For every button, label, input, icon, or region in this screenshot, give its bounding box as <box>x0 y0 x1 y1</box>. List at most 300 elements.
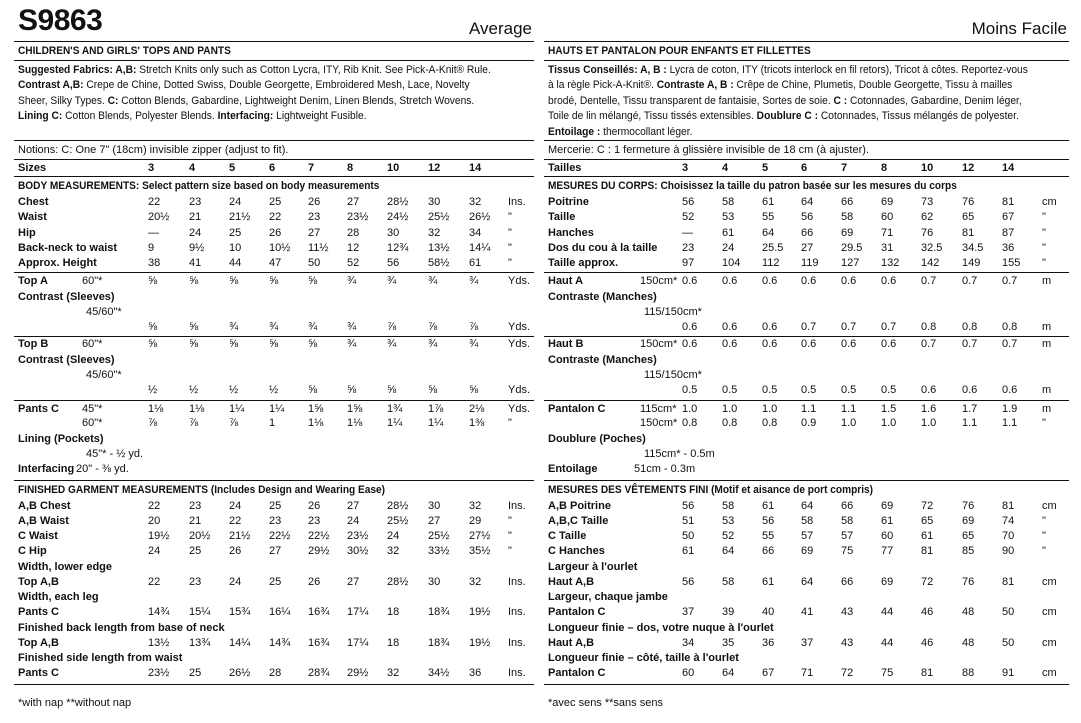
yardage-value: ⅝ <box>148 275 158 287</box>
body-value: 41 <box>189 257 202 270</box>
body-value: 32.5 <box>921 241 943 254</box>
body-row-label: Hanches <box>548 226 594 239</box>
size-header: 5 <box>229 162 236 174</box>
yardage-value: 0.5 <box>762 384 778 396</box>
body-value: 58 <box>841 211 854 224</box>
yardage-value: ⅝ <box>148 321 158 333</box>
yardage-label: Interfacing <box>18 463 75 475</box>
fabric-width: 60"* <box>82 417 103 429</box>
size-header: 7 <box>308 162 315 174</box>
body-value: 112 <box>762 257 780 270</box>
finished-value: 81 <box>921 667 934 679</box>
finished-value: 32 <box>387 545 400 557</box>
yardage-value: ⅝ <box>148 338 158 350</box>
unit: m <box>1042 403 1052 415</box>
finished-value: 25 <box>189 667 202 679</box>
yardage-value: 0.7 <box>921 275 937 287</box>
size-header: 8 <box>347 162 354 174</box>
divider <box>544 400 1069 401</box>
yardage-value: 0.9 <box>801 417 817 429</box>
finished-value: 56 <box>762 515 775 527</box>
finished-value: 37 <box>801 637 814 649</box>
body-value: 27 <box>308 226 321 239</box>
body-value: 12 <box>347 241 360 254</box>
yardage-value: 0.6 <box>762 338 778 350</box>
body-value: 21½ <box>229 211 251 224</box>
yardage-label: Pantalon C <box>548 403 606 415</box>
finished-value: 32 <box>469 500 482 512</box>
fabric-text: Contraste A, B : <box>656 79 734 92</box>
fabric-width: 45/60"* <box>86 369 122 381</box>
fabric-width: 20" - ⅜ yd. <box>76 463 129 475</box>
finished-value: 56 <box>682 576 695 588</box>
yardage-value: 1.1 <box>962 417 978 429</box>
fabric-width: 115cm* <box>640 403 677 415</box>
body-row-label: Taille approx. <box>548 257 619 270</box>
finished-value: 57 <box>801 530 814 542</box>
yardage-value: ⅝ <box>308 275 318 287</box>
size-header: 3 <box>148 162 155 174</box>
unit: " <box>1042 515 1046 527</box>
yardage-value: 1⅝ <box>347 403 363 415</box>
yardage-value: 1.0 <box>762 403 778 415</box>
finished-measurements-heading: FINISHED GARMENT MEASUREMENTS (Includes Design and Wearing Ease) <box>18 484 385 496</box>
finished-value: 32 <box>387 667 400 679</box>
finished-value: 29½ <box>347 667 369 679</box>
fabric-width: 60"* <box>82 275 103 287</box>
body-value: 60 <box>881 211 894 224</box>
finished-value: 66 <box>841 500 854 512</box>
body-value: 62 <box>921 211 934 224</box>
divider <box>14 41 534 42</box>
yardage-value: 0.7 <box>841 321 857 333</box>
yardage-value: 0.6 <box>722 338 738 350</box>
body-value: 20½ <box>148 211 170 224</box>
finished-row-label: Top A,B <box>18 637 59 649</box>
yardage-value: 0.6 <box>682 275 698 287</box>
yardage-value: ¾ <box>347 338 357 350</box>
yardage-value: 0.5 <box>722 384 738 396</box>
notions: Mercerie: C : 1 fermeture à glissière invisible de 18 cm (à ajuster). <box>548 144 869 156</box>
size-header: 14 <box>469 162 482 174</box>
body-value: 22 <box>269 211 282 224</box>
notions: Notions: C: One 7" (18cm) invisible zipper (adjust to fit). <box>18 144 289 156</box>
unit: " <box>1042 530 1046 542</box>
yardage-value: ¾ <box>347 275 357 287</box>
body-measurements-heading: MESURES DU CORPS: Choisissez la taille du patron basée sur les mesures du corps <box>548 180 957 192</box>
yardage-label: Contraste (Manches) <box>548 354 657 366</box>
finished-value: 70 <box>1002 530 1015 542</box>
fabric-text: Tissus Conseillés: A, B : <box>548 64 667 76</box>
yardage-value: 1.0 <box>722 403 738 415</box>
finished-value: 75 <box>881 667 894 679</box>
yardage-value: ½ <box>229 384 239 396</box>
fabric-text: Cotonnades, Tissus mélangés de polyester. <box>818 110 1019 123</box>
body-value: 10½ <box>269 241 291 254</box>
size-header: 5 <box>762 162 769 174</box>
unit: " <box>508 211 512 224</box>
yardage-value: ⅝ <box>428 384 438 396</box>
unit: " <box>508 257 512 270</box>
yardage-value: 0.6 <box>841 338 857 350</box>
yardage-value: ¾ <box>269 321 279 333</box>
finished-value: 14¾ <box>148 606 170 618</box>
body-value: — <box>682 226 693 239</box>
finished-value: 14¼ <box>229 637 251 649</box>
finished-value: 48 <box>962 637 975 649</box>
finished-value: 25½ <box>387 515 409 527</box>
finished-row-label: Pantalon C <box>548 606 606 618</box>
finished-value: 25 <box>269 576 282 588</box>
finished-value: 15¼ <box>189 606 211 618</box>
finished-value: 23 <box>189 500 202 512</box>
body-value: 9½ <box>189 241 205 254</box>
finished-value: 36 <box>762 637 775 649</box>
finished-row-label: C Taille <box>548 530 587 542</box>
yardage-value: 0.8 <box>1002 321 1018 333</box>
finished-value: 50 <box>1002 606 1015 618</box>
body-value: 22 <box>148 196 161 208</box>
body-value: 71 <box>881 226 894 239</box>
finished-value: 18 <box>387 637 400 649</box>
body-value: 61 <box>469 257 482 270</box>
footnote: *avec sens **sans sens <box>548 697 663 709</box>
finished-value: 20½ <box>189 530 211 542</box>
yardage-value: 0.8 <box>921 321 937 333</box>
fabric-width: 51cm - 0.3m <box>634 463 696 475</box>
body-value: 44 <box>229 257 242 270</box>
finished-row-label: Largeur, chaque jambe <box>548 591 668 603</box>
body-value: 56 <box>801 211 814 224</box>
yardage-value: 1.9 <box>1002 403 1018 415</box>
divider <box>544 140 1069 141</box>
finished-row-label: A,B Chest <box>18 500 71 512</box>
divider <box>14 140 534 141</box>
body-row-label: Hip <box>18 226 36 239</box>
finished-value: 28½ <box>387 576 409 588</box>
finished-measurements-heading: MESURES DES VÊTEMENTS FINI (Motif et aisance de port compris) <box>548 484 874 496</box>
body-value: 64 <box>801 196 814 208</box>
finished-value: 30½ <box>347 545 369 557</box>
finished-row-label: C Waist <box>18 530 58 542</box>
fabric-text: Crêpe de Chine, Plumetis, Double Georgette, Tissu à mailles brodé, Dentelle, Tissu transparent de fantaisie, Sortes de soie. <box>548 79 1013 107</box>
body-value: 32 <box>469 196 482 208</box>
yardage-label: Doublure (Poches) <box>548 433 646 445</box>
unit: Ins. <box>508 667 526 679</box>
size-header: 10 <box>921 162 934 174</box>
finished-row-label: Haut A,B <box>548 637 595 649</box>
finished-row-label: A,B Waist <box>18 515 69 527</box>
unit: Ins. <box>508 196 526 208</box>
divider <box>14 684 534 685</box>
yardage-value: 0.6 <box>762 275 778 287</box>
yardage-value: ⅝ <box>387 384 397 396</box>
body-row-label: Dos du cou à la taille <box>548 241 658 254</box>
difficulty-level: Average <box>468 19 532 38</box>
yardage-value: 0.7 <box>801 321 817 333</box>
body-value: 67 <box>1002 211 1015 224</box>
yardage-value: 0.6 <box>1002 384 1018 396</box>
finished-value: 19½ <box>469 606 491 618</box>
finished-value: 72 <box>921 576 934 588</box>
finished-value: 48 <box>962 606 975 618</box>
finished-value: 58 <box>722 576 735 588</box>
finished-value: 55 <box>762 530 775 542</box>
finished-row-label: Finished side length from waist <box>18 652 183 664</box>
unit: m <box>1042 338 1052 350</box>
fabric-width: 115/150cm* <box>644 369 702 381</box>
finished-value: 24 <box>229 576 242 588</box>
unit: " <box>508 417 512 429</box>
body-value: 69 <box>841 226 854 239</box>
finished-value: 46 <box>921 606 934 618</box>
finished-value: 67 <box>762 667 775 679</box>
yardage-value: ¾ <box>347 321 357 333</box>
yardage-value: 0.7 <box>921 338 937 350</box>
finished-value: 25½ <box>428 530 450 542</box>
yardage-value: ⅝ <box>189 338 199 350</box>
finished-value: 33½ <box>428 545 450 557</box>
yardage-label: Contrast (Sleeves) <box>18 354 115 366</box>
finished-value: 76 <box>962 500 975 512</box>
body-value: 24 <box>229 196 242 208</box>
yardage-value: 0.5 <box>841 384 857 396</box>
body-value: 66 <box>801 226 814 239</box>
finished-value: 61 <box>921 530 934 542</box>
yardage-value: 0.6 <box>881 338 897 350</box>
finished-value: 40 <box>762 606 775 618</box>
body-value: 73 <box>921 196 934 208</box>
body-value: — <box>148 226 159 239</box>
body-value: 119 <box>801 257 819 270</box>
fabric-width: 150cm* <box>640 338 678 350</box>
finished-row-label: Haut A,B <box>548 576 595 588</box>
body-value: 61 <box>762 196 775 208</box>
yardage-value: 0.7 <box>962 338 978 350</box>
finished-value: 18¾ <box>428 637 450 649</box>
body-value: 10 <box>229 241 242 254</box>
body-value: 31 <box>881 241 894 254</box>
unit: " <box>1042 211 1046 224</box>
fabric-text: Cotton Blends, Polyester Blends. <box>62 110 218 123</box>
finished-value: 24 <box>148 545 161 557</box>
finished-value: 23 <box>189 576 202 588</box>
yardage-value: ¾ <box>428 275 438 287</box>
fabric-text: Lycra de coton, ITY (tricots interlock en fil retors), Tricot à côtes. Reportez-vous à la règle Pick-A-Knit®. <box>548 64 1028 92</box>
yardage-value: ¾ <box>308 321 318 333</box>
finished-value: 22 <box>148 576 161 588</box>
unit: " <box>1042 257 1046 270</box>
finished-value: 81 <box>1002 576 1015 588</box>
yardage-value: 1¼ <box>269 403 285 415</box>
finished-row-label: Pants C <box>18 606 59 618</box>
divider <box>14 480 534 481</box>
yardage-label: Entoilage <box>548 463 598 475</box>
yardage-value: 1.0 <box>881 417 897 429</box>
body-value: 23 <box>682 241 695 254</box>
yardage-value: 1.6 <box>921 403 937 415</box>
finished-value: 72 <box>841 667 854 679</box>
unit: Yds. <box>508 275 531 287</box>
finished-value: 61 <box>881 515 894 527</box>
fabric-text: C: <box>107 94 119 107</box>
divider <box>14 400 534 401</box>
body-value: 36 <box>1002 241 1015 254</box>
fabric-width: 150cm* <box>640 275 678 287</box>
unit: cm <box>1042 606 1057 618</box>
yardage-value: 1⅛ <box>308 417 324 429</box>
finished-value: 64 <box>722 667 735 679</box>
finished-value: 28¾ <box>308 667 330 679</box>
unit: cm <box>1042 667 1057 679</box>
yardage-value: 1¼ <box>229 403 245 415</box>
yardage-label: Haut A <box>548 275 584 287</box>
yardage-value: 1.0 <box>841 417 857 429</box>
fabric-text: Interfacing: <box>217 110 274 123</box>
yardage-value: 1 <box>269 417 276 429</box>
yardage-value: ⅝ <box>229 338 239 350</box>
unit: m <box>1042 275 1052 287</box>
size-header: 4 <box>189 162 196 174</box>
yardage-value: ⅞ <box>189 417 199 429</box>
unit: Ins. <box>508 606 526 618</box>
yardage-value: ⅞ <box>229 417 239 429</box>
yardage-value: 0.8 <box>682 417 698 429</box>
finished-value: 35 <box>722 637 735 649</box>
finished-value: 34 <box>682 637 695 649</box>
suggested-fabrics <box>18 63 494 125</box>
divider <box>544 336 1069 337</box>
unit: Yds. <box>508 338 531 350</box>
fabric-text: Lining C: <box>18 110 63 123</box>
body-value: 127 <box>841 257 860 270</box>
unit: " <box>508 241 512 254</box>
finished-value: 18 <box>387 606 400 618</box>
body-value: 34 <box>469 226 482 239</box>
yardage-value: 0.6 <box>841 275 857 287</box>
suggested-fabrics <box>548 63 1033 140</box>
yardage-value: 0.6 <box>801 275 817 287</box>
yardage-value: ⅞ <box>148 417 158 429</box>
body-value: 30 <box>428 196 441 208</box>
yardage-value: 1.1 <box>1002 417 1018 429</box>
footnote: *with nap **without nap <box>18 697 132 709</box>
yardage-label: Contrast (Sleeves) <box>18 291 115 303</box>
unit: Yds. <box>508 384 531 396</box>
finished-value: 20 <box>148 515 161 527</box>
finished-value: 37 <box>682 606 695 618</box>
unit: " <box>508 530 512 542</box>
yardage-value: ¾ <box>387 275 397 287</box>
yardage-value: 0.5 <box>801 384 817 396</box>
finished-value: 81 <box>921 545 934 557</box>
finished-value: 34½ <box>428 667 450 679</box>
body-value: 81 <box>962 226 975 239</box>
sizes-label: Tailles <box>548 162 582 174</box>
yardage-label: Haut B <box>548 338 584 350</box>
finished-value: 90 <box>1002 545 1015 557</box>
body-value: 155 <box>1002 257 1021 270</box>
fabric-width: 115cm* - 0.5m <box>644 448 715 460</box>
yardage-value: 1⅛ <box>347 417 363 429</box>
body-value: 12¾ <box>387 241 409 254</box>
body-value: 26 <box>308 196 321 208</box>
fabric-text: thermocollant léger. <box>600 125 693 138</box>
yardage-value: ⅝ <box>469 384 479 396</box>
yardage-value: 0.8 <box>962 321 978 333</box>
yardage-value: ¾ <box>469 338 479 350</box>
yardage-label: Top A <box>18 275 48 287</box>
finished-value: 44 <box>881 637 894 649</box>
yardage-label: Lining (Pockets) <box>18 433 104 445</box>
finished-value: 25 <box>269 500 282 512</box>
finished-value: 69 <box>881 500 894 512</box>
finished-value: 27½ <box>469 530 491 542</box>
finished-value: 43 <box>841 606 854 618</box>
divider <box>544 159 1069 160</box>
finished-value: 61 <box>762 500 775 512</box>
body-value: 30 <box>387 226 400 239</box>
body-value: 65 <box>962 211 975 224</box>
finished-value: 85 <box>962 545 975 557</box>
yardage-value: 0.8 <box>722 417 738 429</box>
yardage-value: 0.7 <box>881 321 897 333</box>
yardage-value: ¾ <box>428 338 438 350</box>
body-value: 69 <box>881 196 894 208</box>
finished-value: 60 <box>682 667 695 679</box>
yardage-label: Top B <box>18 338 49 350</box>
finished-row-label: Longueur finie – dos, votre nuque à l'ourlet <box>548 622 774 634</box>
yardage-value: ½ <box>269 384 279 396</box>
body-value: 14¼ <box>469 241 491 254</box>
yardage-value: 0.6 <box>881 275 897 287</box>
fabric-text: Cotton Blends, Gabardine, Lightweight Denim, Linen Blends, Stretch Wovens. <box>118 94 475 107</box>
body-value: 29.5 <box>841 241 863 254</box>
finished-row-label: Top A,B <box>18 576 59 588</box>
finished-value: 23 <box>269 515 282 527</box>
unit: Ins. <box>508 637 526 649</box>
body-value: 32 <box>428 226 441 239</box>
fabric-width: 115/150cm* <box>644 306 702 318</box>
finished-value: 36 <box>469 667 482 679</box>
body-value: 23 <box>308 211 321 224</box>
yardage-label: Pants C <box>18 403 59 415</box>
unit: Ins. <box>508 576 526 588</box>
body-value: 56 <box>387 257 400 270</box>
unit: " <box>1042 241 1046 254</box>
finished-row-label: Longueur finie – côté, taille à l'ourlet <box>548 652 739 664</box>
body-value: 53 <box>722 211 735 224</box>
unit: cm <box>1042 500 1057 512</box>
fabric-text: Cotonnades, Gabardine, Denim léger, Toile de lin mélangé, Tissu tissés extensibles. <box>548 94 1022 123</box>
finished-row-label: A,B,C Taille <box>548 515 609 527</box>
finished-row-label: Width, lower edge <box>18 561 113 573</box>
finished-value: 65 <box>962 530 975 542</box>
yardage-value: 1⅛ <box>189 403 205 415</box>
finished-value: 16¾ <box>308 637 330 649</box>
finished-value: 72 <box>921 500 934 512</box>
body-row-label: Poitrine <box>548 196 589 208</box>
unit: Ins. <box>508 500 526 512</box>
finished-value: 51 <box>682 515 695 527</box>
yardage-value: 0.5 <box>682 384 698 396</box>
size-header: 12 <box>962 162 975 174</box>
fabric-text: Stretch Knits only such as Cotton Lycra, ITY, Rib Knit. See Pick-A-Knit® Rule. <box>136 64 491 76</box>
body-value: 23 <box>189 196 202 208</box>
yardage-value: ⅝ <box>308 384 318 396</box>
unit: " <box>1042 417 1046 429</box>
french-column <box>544 0 1069 723</box>
